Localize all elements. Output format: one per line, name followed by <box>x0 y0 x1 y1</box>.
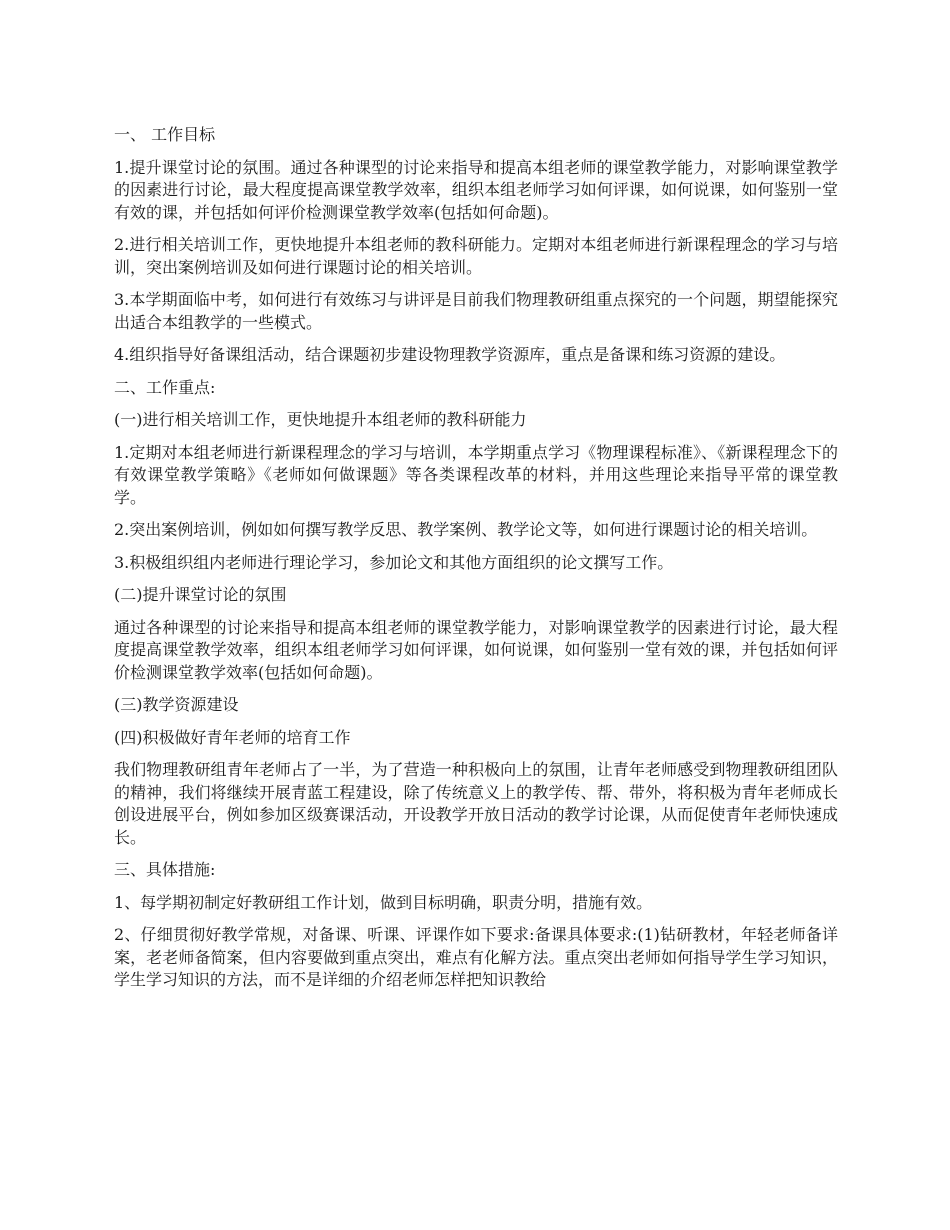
paragraph: 2、仔细贯彻好教学常规，对备课、听课、评课作如下要求:备课具体要求:(1)钻研教材，年轻老师备详案，老老师备简案，但内容要做到重点突出，难点有化解方法。重点突出老师如何指导学生学习知识，学生学习知识的方法，而不是详细的介绍老师怎样把知识教给 <box>114 925 838 989</box>
subsection-heading: (四)积极做好青年老师的培育工作 <box>114 727 351 747</box>
paragraph: 4.组织指导好备课组活动，结合课题初步建设物理教学资源库，重点是备课和练习资源的建设。 <box>114 345 786 364</box>
paragraph: 2.进行相关培训工作，更快地提升本组老师的教科研能力。定期对本组老师进行新课程理念的学习与培训，突出案例培训及如何进行课题讨论的相关培训。 <box>114 235 838 277</box>
paragraph: 3.积极组织组内老师进行理论学习，参加论文和其他方面组织的论文撰写工作。 <box>114 552 674 572</box>
subsection-heading: (一)进行相关培训工作，更快地提升本组老师的教科研能力 <box>114 410 527 429</box>
paragraph: 1、每学期初制定好教研组工作计划，做到目标明确，职责分明，措施有效。 <box>114 892 653 912</box>
paragraph: 我们物理教研组青年老师占了一半，为了营造一种积极向上的氛围，让青年老师感受到物理教研组团队的精神，我们将继续开展青蓝工程建设，除了传统意义上的教学传、帮、带外，将积极为青年老师成长创设进展平台，例如参加区级赛课活动，开设教学开放日活动的教学讨论课，从而促使青年老师快速成长。 <box>114 760 838 847</box>
section-heading-goals: 一、 工作目标 <box>114 125 216 144</box>
paragraph: 1.提升课堂讨论的氛围。通过各种课型的讨论来指导和提高本组老师的课堂教学能力，对影响课堂教学的因素进行讨论，最大程度提高课堂教学效率，组织本组老师学习如何评课，如何说课，如何鉴别一堂有效的课，并包括如何评价检测课堂教学效率(包括如何命题)。 <box>114 157 838 222</box>
paragraph: 3.本学期面临中考，如何进行有效练习与讲评是目前我们物理教研组重点探究的一个问题，期望能探究出适合本组教学的一些模式。 <box>114 290 838 332</box>
paragraph: 通过各种课型的讨论来指导和提高本组老师的课堂教学能力，对影响课堂教学的因素进行讨论，最大程度提高课堂教学效率，组织本组老师学习如何评课，如何说课，如何鉴别一堂有效的课，并包括如何评价检测课堂教学效率(包括如何命题)。 <box>114 617 838 682</box>
paragraph: 1.定期对本组老师进行新课程理念的学习与培训，本学期重点学习《物理课程标准》、《新课程理念下的有效课堂教学策略》《老师如何做课题》等各类课程改革的材料，并用这些理论来指导平常的课堂教学。 <box>114 442 838 507</box>
subsection-heading: (三)教学资源建设 <box>114 695 239 714</box>
section-heading-measures: 三、具体措施: <box>114 860 216 879</box>
section-heading-focus: 二、工作重点: <box>114 377 216 397</box>
paragraph: 2.突出案例培训，例如如何撰写教学反思、教学案例、教学论文等，如何进行课题讨论的相关培训。 <box>114 520 818 539</box>
subsection-heading: (二)提升课堂讨论的氛围 <box>114 585 287 604</box>
